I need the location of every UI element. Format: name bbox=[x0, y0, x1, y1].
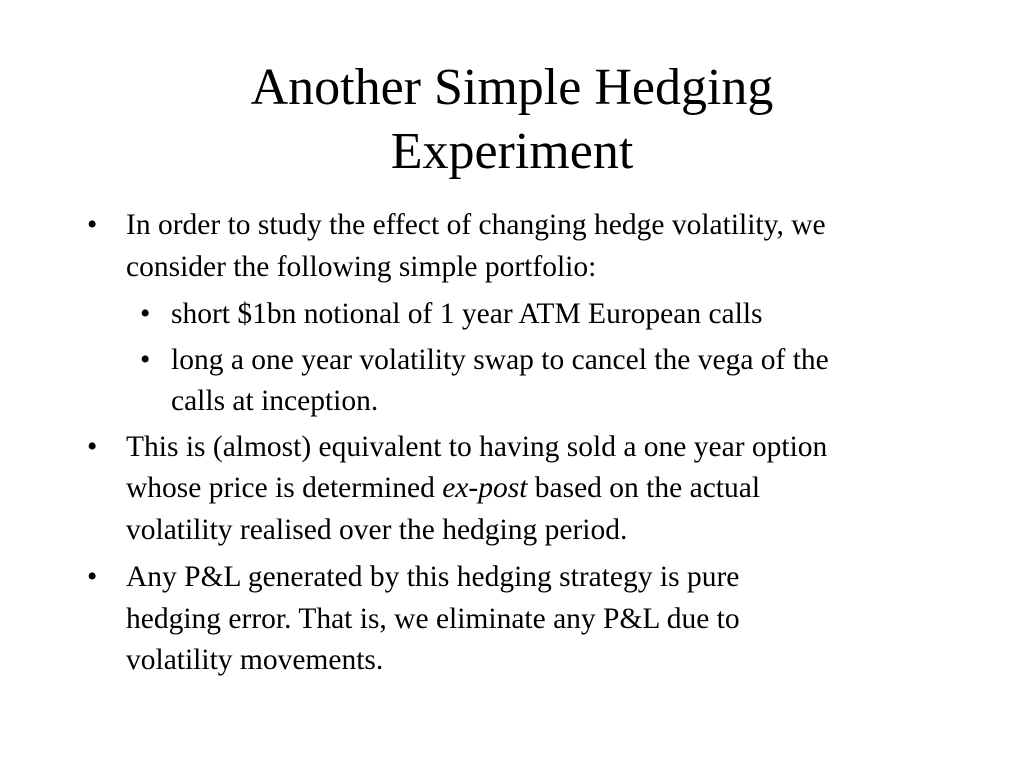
bullet-text-line: long a one year volatility swap to cancel the vega of the bbox=[171, 343, 829, 376]
bullet-text-line: volatility movements. bbox=[126, 644, 384, 676]
bullet-marker: • bbox=[87, 561, 98, 593]
sub-bullet-marker: • bbox=[140, 343, 151, 376]
text-run: based on the actual bbox=[527, 472, 761, 504]
bullet-text-line bbox=[126, 468, 946, 510]
text-run: whose price is determined bbox=[126, 472, 443, 504]
italic-term: ex-post bbox=[442, 472, 528, 504]
bullet-text-line: This is (almost) equivalent to having sold a one year option bbox=[126, 430, 828, 463]
bullet-text-line: short $1bn notional of 1 year ATM European calls bbox=[171, 298, 763, 330]
bullet-text-line: consider the following simple portfolio: bbox=[126, 250, 597, 283]
bullet-text-line: volatility realised over the hedging period. bbox=[126, 513, 628, 546]
sub-bullet-marker: • bbox=[140, 298, 151, 330]
bullet-item-3 bbox=[0, 557, 946, 682]
bullet-marker: • bbox=[87, 430, 98, 463]
bullet-text-line: calls at inception. bbox=[171, 385, 379, 417]
slide-title bbox=[0, 56, 1024, 184]
bullet-text-line: Any P&L generated by this hedging strategy is pure bbox=[126, 561, 740, 593]
bullet-item-1 bbox=[0, 205, 946, 288]
sub-bullet-item-1 bbox=[0, 294, 946, 336]
bullet-item-2 bbox=[0, 427, 946, 552]
sub-bullet-item-2 bbox=[0, 340, 946, 423]
bullet-list bbox=[0, 205, 1024, 688]
title-line-1: Another Simple Hedging bbox=[250, 59, 774, 116]
title-line-2: Experiment bbox=[390, 123, 634, 180]
bullet-text-line: hedging error. That is, we eliminate any P&L due to bbox=[126, 602, 740, 635]
bullet-text-line: In order to study the effect of changing hedge volatility, we bbox=[126, 209, 826, 241]
bullet-marker: • bbox=[87, 209, 98, 241]
